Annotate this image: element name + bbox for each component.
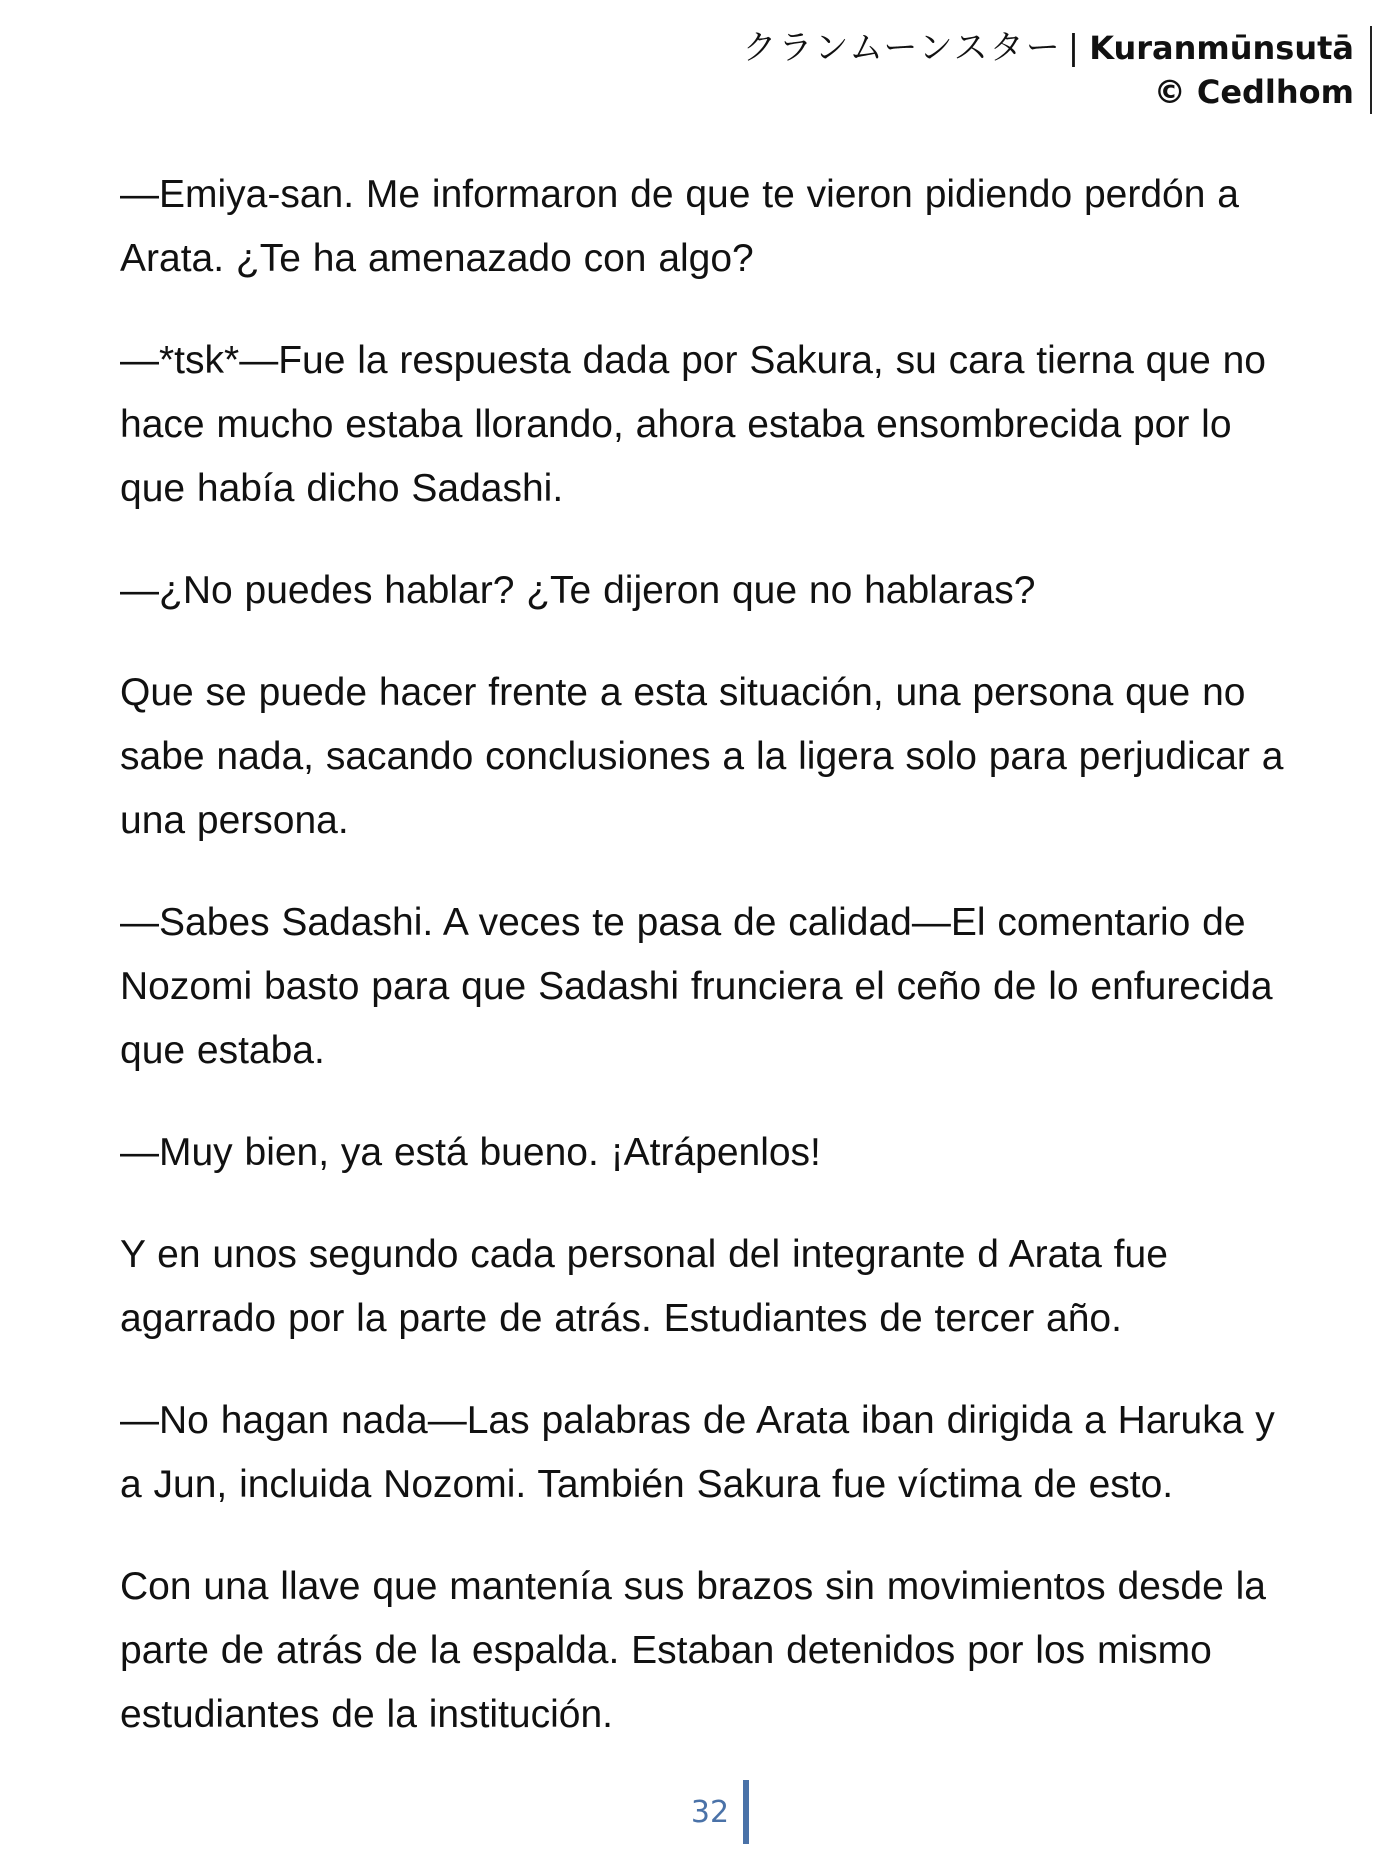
page-footer	[0, 1780, 1400, 1844]
main-text	[120, 163, 1300, 1785]
page-header	[742, 26, 1372, 114]
paragraph-8: —No hagan nada—Las palabras de Arata iban dirigida a Haruka y a Jun, incluida Nozomi. También Sakura fue víctima de esto.	[120, 1399, 1275, 1506]
page-number: 32	[690, 1794, 730, 1830]
header-separator: |	[1067, 28, 1080, 68]
paragraph-4: Que se puede hacer frente a esta situación, una persona que no sabe nada, sacando conclusiones a la ligera solo para perjudicar a una persona.	[120, 671, 1284, 842]
paragraph-7: Y en unos segundo cada personal del integrante d Arata fue agarrado por la parte de atrás. Estudiantes de tercer año.	[120, 1233, 1168, 1340]
copyright-notice: © Cedlhom	[1153, 73, 1354, 111]
japanese-title: クランムーンスター	[742, 28, 1062, 68]
paragraph-2: —*tsk*—Fue la respuesta dada por Sakura, su cara tierna que no hace mucho estaba llorando, ahora estaba ensombrecida por lo que había dicho Sadashi.	[120, 339, 1266, 510]
paragraph-6: —Muy bien, ya está bueno. ¡Atrápenlos!	[120, 1131, 821, 1174]
header-title-line	[742, 26, 1354, 70]
paragraph-9: Con una llave que mantenía sus brazos sin movimientos desde la parte de atrás de la espalda. Estaban detenidos por los mismo estudiantes de la institución.	[120, 1565, 1266, 1736]
paragraph-3: —¿No puedes hablar? ¿Te dijeron que no hablaras?	[120, 569, 1036, 612]
page-number-divider	[743, 1780, 749, 1844]
romaji-title: Kuranmūnsutā	[1089, 29, 1354, 67]
paragraph-1: —Emiya-san. Me informaron de que te vieron pidiendo perdón a Arata. ¿Te ha amenazado con algo?	[120, 173, 1239, 280]
paragraph-5: —Sabes Sadashi. A veces te pasa de calidad—El comentario de Nozomi basto para que Sadashi frunciera el ceño de lo enfurecida que estaba.	[120, 901, 1273, 1072]
